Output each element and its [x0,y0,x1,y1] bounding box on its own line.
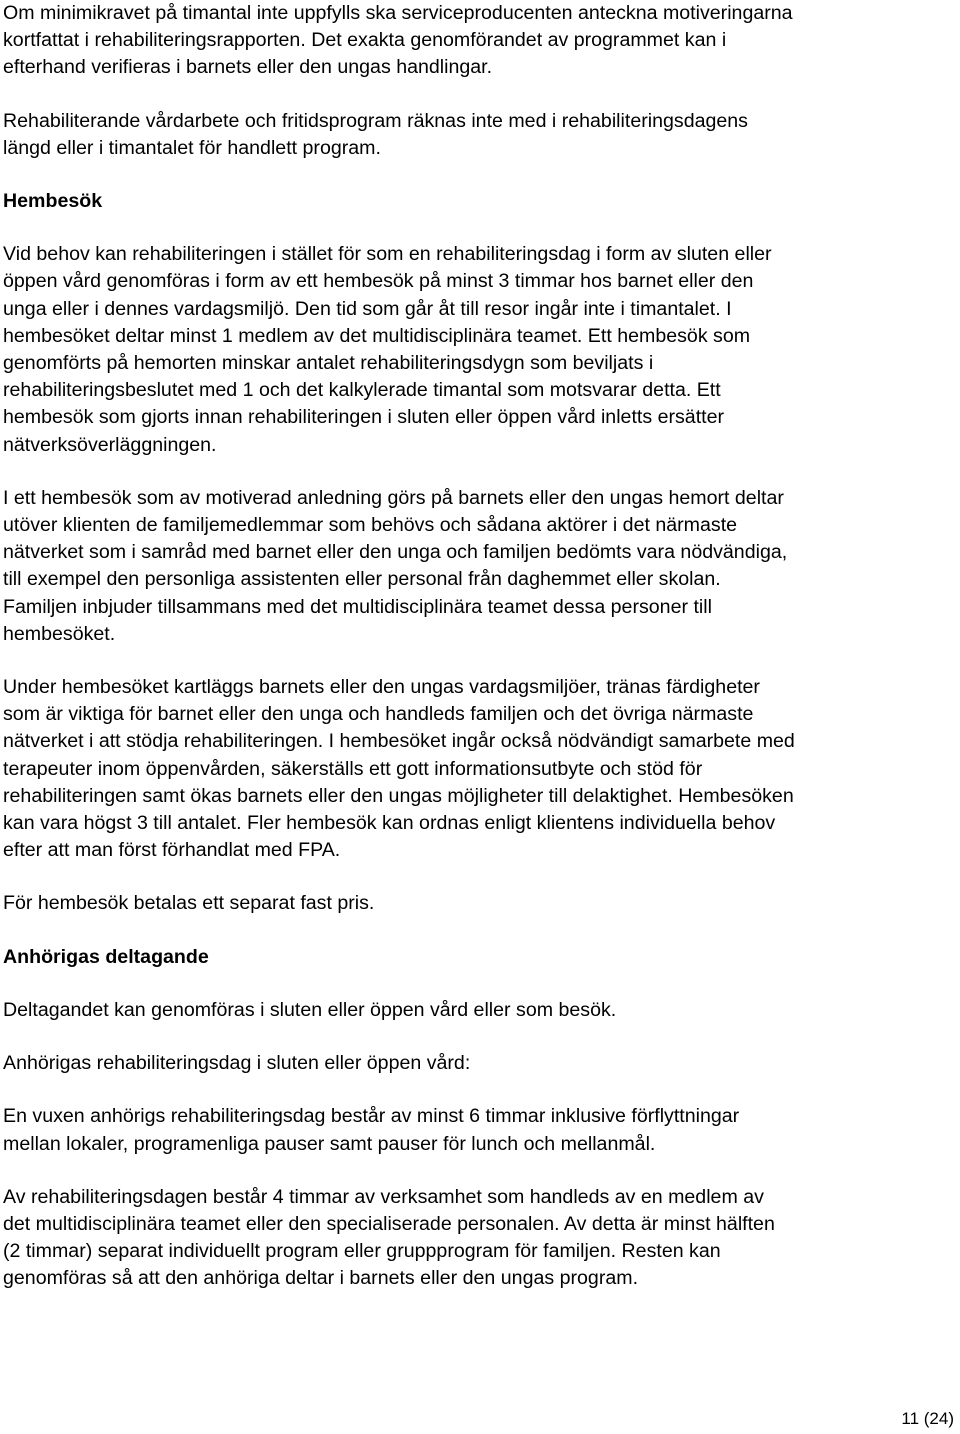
text-line: Av rehabiliteringsdagen består 4 timmar av verksamhet som handleds av en medlem av [3,1185,764,1208]
text-line: till exempel den personliga assistenten eller personal från daghemmet eller skolan. [3,568,721,591]
text-line: Under hembesöket kartläggs barnets eller den ungas vardagsmiljöer, tränas färdigheter [3,676,760,699]
text-line: rehabiliteringsbeslutet med 1 och det kalkylerade timantal som motsvarar detta. Ett [3,379,721,402]
text-line: En vuxen anhörigs rehabiliteringsdag består av minst 6 timmar inklusive förflyttningar [3,1105,740,1128]
text-line: Rehabiliterande vårdarbete och fritidsprogram räknas inte med i rehabiliteringsdagens [3,109,748,132]
paragraph-home-visit-price [3,890,955,917]
text-line: terapeuter inom öppenvården, säkerställs ett gott informationsutbyte och stöd för [3,757,703,780]
paragraph-adult-relative-day [3,1103,955,1157]
document-page [3,0,955,1293]
page-number: 11 (24) [901,1409,954,1428]
text-line: Om minimikravet på timantal inte uppfylls ska serviceproducenten anteckna motiveringarna [3,2,793,24]
text-line: unga eller i dennes vardagsmiljö. Den tid som går åt till resor ingår inte i timantalet. I [3,297,732,320]
text-line: kan vara högst 3 till antalet. Fler hembesök kan ordnas enligt klientens individuella behov [3,812,776,835]
paragraph-minimum-requirement [3,0,955,82]
text-line: I ett hembesök som av motiverad anledning görs på barnets eller den ungas hemort deltar [3,486,784,509]
text-line: (2 timmar) separat individuellt program eller gruppprogram för familjen. Resten kan [3,1240,721,1263]
paragraph-participation-forms [3,997,955,1024]
text-line: det multidisciplinära teamet eller den specialiserade personalen. Av detta är minst hälften [3,1212,775,1235]
heading-hembesok: Hembesök [3,190,103,213]
text-line: hembesöket deltar minst 1 medlem av det multidisciplinära teamet. Ett hembesök som [3,324,751,347]
text-line: utöver klienten de familjemedlemmar som behövs och sådana aktörer i det närmaste [3,514,738,537]
paragraph-home-visit-participants [3,485,955,648]
text-line: Vid behov kan rehabiliteringen i stället för som en rehabiliteringsdag i form av sluten eller [3,243,772,266]
text-line: Deltagandet kan genomföras i sluten eller öppen vård eller som besök. [3,998,617,1021]
text-line: efterhand verifieras i barnets eller den ungas handlingar. [3,56,493,79]
text-line: öppen vård genomföras i form av ett hembesök på minst 3 timmar hos barnet eller den [3,270,754,293]
text-line: nätverksöverläggningen. [3,433,217,456]
text-line: kortfattat i rehabiliteringsrapporten. Det exakta genomförandet av programmet kan i [3,29,727,52]
paragraph-home-visit-content [3,674,955,864]
paragraph-rehab-day-activities [3,1184,955,1293]
text-line: längd eller i timantalet för handlett program. [3,136,381,159]
text-line: rehabiliteringen samt ökas barnets eller den ungas möjligheter till delaktighet. Hembesöken [3,784,794,807]
text-line: För hembesök betalas ett separat fast pris. [3,892,375,915]
paragraph-rehab-care-work [3,108,955,162]
text-line: Familjen inbjuder tillsammans med det multidisciplinära teamet dessa personer till [3,595,712,618]
text-line: nätverket i att stödja rehabiliteringen. I hembesöket ingår också nödvändigt samarbete med [3,730,795,753]
text-line: hembesöket. [3,622,116,645]
text-line: nätverket som i samråd med barnet eller den unga och familjen bedömts vara nödvändiga, [3,541,788,564]
paragraph-home-visit-intro [3,241,955,459]
text-line: hembesök som gjorts innan rehabiliteringen i sluten eller öppen vård inletts ersätter [3,406,725,429]
heading-anhorigas-deltagande: Anhörigas deltagande [3,945,209,968]
text-line: som är viktiga för barnet eller den unga och handleds familjen och det övriga närmaste [3,703,754,726]
paragraph-relative-rehab-day-label [3,1050,955,1077]
text-line: Anhörigas rehabiliteringsdag i sluten eller öppen vård: [3,1052,471,1075]
text-line: mellan lokaler, programenliga pauser samt pauser för lunch och mellanmål. [3,1132,656,1155]
text-line: genomföras så att den anhöriga deltar i barnets eller den ungas program. [3,1267,639,1290]
text-line: genomförts på hemorten minskar antalet rehabiliteringsdygn som beviljats i [3,352,654,375]
text-line: efter att man först förhandlat med FPA. [3,839,341,862]
